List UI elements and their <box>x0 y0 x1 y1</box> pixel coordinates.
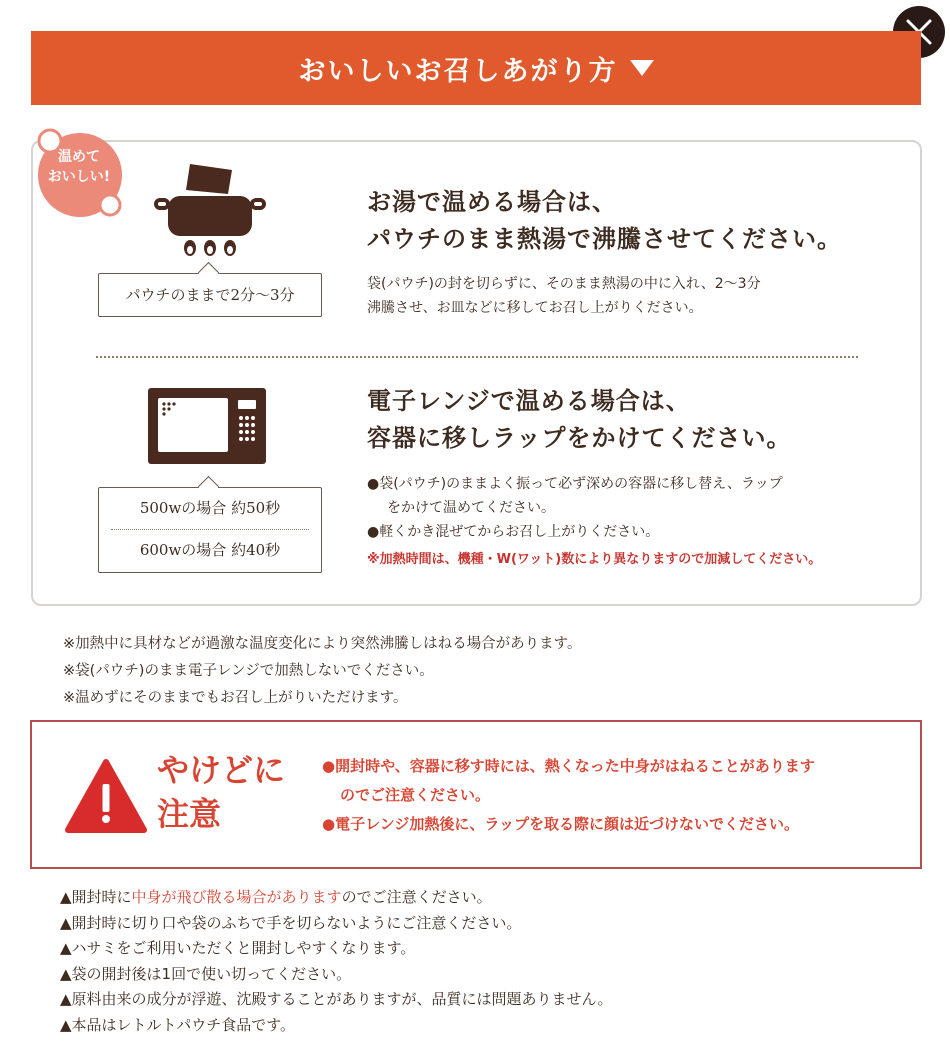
microwave-bullet2: ●軽くかき混ぜてからお召し上がりください。 <box>367 524 660 540</box>
section-divider <box>96 356 858 358</box>
warning-item1-line2: のでご注意ください。 <box>340 786 491 804</box>
microwave-bullet1-line2: をかけて温めてください。 <box>387 500 555 516</box>
footer-line1-highlight: 中身が飛び散る場合があります <box>131 888 342 906</box>
microwave-body <box>367 472 821 572</box>
badge-line1: 温めて <box>58 149 100 165</box>
section-banner <box>31 31 921 105</box>
warning-list <box>322 752 815 839</box>
microwave-time-label <box>98 487 322 573</box>
boil-time-text: パウチのままで2分〜3分 <box>125 286 295 304</box>
boil-heading-line1: お湯で温める場合は、 <box>367 187 617 216</box>
warm-badge <box>30 125 128 221</box>
boil-time-label <box>98 273 322 317</box>
boil-heading-line2: パウチのまま熱湯で沸騰させてください。 <box>367 224 842 253</box>
footer-line5: ▲原料由来の成分が浮遊、沈殿することがありますが、品質には問題ありません。 <box>60 990 613 1008</box>
microwave-icon <box>148 388 268 472</box>
boil-heading <box>367 183 842 257</box>
boil-body <box>367 272 761 320</box>
footer-line1 <box>60 885 612 911</box>
microwave-bullet1-line1: ●袋(パウチ)のままよく振って必ず深めの容器に移し替え、ラップ <box>367 476 783 492</box>
microwave-time-row1: 500wの場合 約50秒 <box>139 499 281 517</box>
note-item: ※袋(パウチ)のまま電子レンジで加熱しないでください。 <box>63 663 434 679</box>
microwave-time-row2: 600wの場合 約40秒 <box>139 541 281 559</box>
boil-body-line1: 袋(パウチ)の封を切らずに、そのまま熱湯の中に入れ、2〜3分 <box>367 276 761 292</box>
triangle-down-icon <box>630 60 654 76</box>
warning-item2: ●電子レンジ加熱後に、ラップを取る際に顔は近づけないでください。 <box>322 815 800 833</box>
footer-line6: ▲本品はレトルトパウチ食品です。 <box>60 1015 296 1034</box>
microwave-heading-line2: 容器に移しラップをかけてください。 <box>367 423 792 452</box>
burn-warning-box <box>30 720 922 869</box>
footer-line2: ▲開封時に切り口や袋のふちで手を切らないようにご注意ください。 <box>60 913 522 932</box>
caution-notes <box>63 631 582 712</box>
microwave-heading <box>367 382 792 456</box>
microwave-heat-note: ※加熱時間は、機種・W(ワット)数により異なりますので加減してください。 <box>367 552 822 567</box>
footer-notes <box>60 885 612 1038</box>
footer-line1-prefix: ▲開封時に <box>60 888 132 906</box>
footer-line3: ▲ハサミをご利用いただくと開封しやすくなります。 <box>60 939 416 957</box>
footer-line4: ▲袋の開封後は1回で使い切ってください。 <box>60 964 352 983</box>
microwave-heading-line1: 電子レンジで温める場合は、 <box>367 386 691 415</box>
warning-title-line2: 注意 <box>157 795 222 833</box>
note-item: ※加熱中に具材などが過激な温度変化により突然沸騰しはねる場合があります。 <box>63 636 582 652</box>
warning-triangle-icon <box>64 758 148 834</box>
warning-title-line1: やけどに <box>157 751 286 789</box>
warning-item1-line1: ●開封時や、容器に移す時には、熱くなった中身がはねることがあります <box>322 757 815 775</box>
warning-title <box>157 748 285 836</box>
pot-on-stove-icon <box>150 160 270 264</box>
badge-line2: おいしい! <box>47 169 111 185</box>
boil-body-line2: 沸騰させ、お皿などに移してお召し上がりください。 <box>367 300 703 316</box>
footer-line1-suffix: のでご注意ください。 <box>341 888 492 906</box>
note-item: ※温めずにそのままでもお召し上がりいただけます。 <box>63 690 408 706</box>
banner-title: おいしいお召しあがり方 <box>298 55 618 87</box>
